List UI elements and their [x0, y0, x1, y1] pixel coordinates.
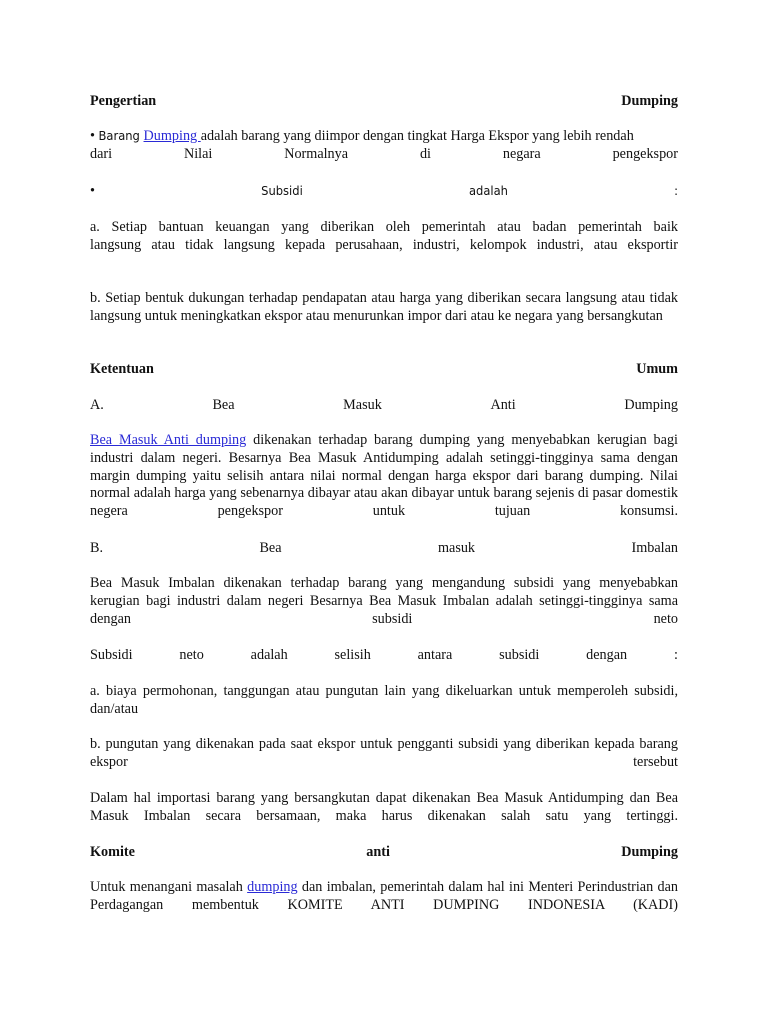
- paragraph-dumping-definition: [90, 128, 678, 164]
- bea-masuk-anti-dumping-link[interactable]: Bea Masuk Anti dumping: [90, 432, 247, 448]
- paragraph-neto-a: a. biaya permohonan, tanggungan atau pungutan lain yang dikeluarkan untuk memperoleh subsidi, dan/atau: [90, 683, 678, 717]
- paragraph-neto-b: b. pungutan yang dikenakan pada saat ekspor untuk pengganti subsidi yang diberikan kepada barang ekspor tersebut: [90, 736, 678, 770]
- heading-word: Pengertian: [90, 93, 157, 109]
- paragraph-importasi: Dalam hal importasi barang yang bersangkutan dapat dikenakan Bea Masuk Antidumping dan Bea Masuk Imbalan secara bersamaan, maka harus dikenakan salah satu yang tertinggi.: [90, 790, 678, 824]
- paragraph-subsidi-b: b. Setiap bentuk dukungan terhadap pendapatan atau harga yang diberikan secara langsung atau tidak langsung untuk meningkatkan ekspor atau menurunkan impor dari atau ke negara yang bersangkutan: [90, 290, 678, 324]
- bullet: •: [90, 183, 95, 199]
- section-heading-ketentuan-umum: Ketentuan Umum: [90, 361, 678, 377]
- heading-word: Dumping: [621, 93, 678, 109]
- subheading-b: B. Bea masuk Imbalan: [90, 540, 678, 556]
- subheading-a: A. Bea Masuk Anti Dumping: [90, 397, 678, 413]
- paragraph-bea-masuk-imbalan: Bea Masuk Imbalan dikenakan terhadap barang yang mengandung subsidi yang menyebabkan kerugian bagi industri dalam negeri Besarnya Bea Masuk Imbalan adalah setinggi-tingginya sama dengan subsidi neto: [90, 575, 678, 627]
- paragraph-subsidi-a: a. Setiap bantuan keuangan yang diberikan oleh pemerintah atau badan pemerintah baik langsung atau tidak langsung kepada perusahaan, industri, kelompok industri, atau eksportir: [90, 219, 678, 253]
- paragraph-line: • Barang Dumping adalah barang yang diimpor dengan tingkat Harga Ekspor yang lebih rendah: [90, 128, 634, 144]
- section-heading-pengertian: [90, 93, 678, 111]
- paragraph-subsidi-heading: • Subsidi adalah :: [90, 183, 678, 199]
- dumping-link-2[interactable]: dumping: [247, 879, 298, 895]
- paragraph-line: dari Nilai Normalnya di negara pengekspor: [90, 145, 678, 162]
- paragraph-subsidi-neto: Subsidi neto adalah selisih antara subsidi dengan :: [90, 647, 678, 663]
- section-heading-komite-anti-dumping: Komite anti Dumping: [90, 844, 678, 860]
- paragraph-bea-masuk-anti-dumping: Bea Masuk Anti dumping dikenakan terhadap barang dumping yang menyebabkan kerugian bagi industri dalam negeri. Besarnya Bea Masuk Antidumping adalah setinggi-tingginya sama dengan margin dumping yaitu selisih antara nilai normal dengan harga ekspor dari barang dumping. Nilai normal adalah harga yang sebenarnya dibayar atau akan dibayar untuk barang sejenis di pasar domestik negera pengekspor untuk tujuan konsumsi.: [90, 432, 678, 520]
- paragraph-kadi: Untuk menangani masalah dumping dan imbalan, pemerintah dalam hal ini Menteri Perindustrian dan Perdagangan membentuk KOMITE ANTI DUMPING INDONESIA (KADI): [90, 879, 678, 913]
- dumping-link[interactable]: Dumping: [143, 128, 201, 144]
- bullet: •: [90, 128, 95, 144]
